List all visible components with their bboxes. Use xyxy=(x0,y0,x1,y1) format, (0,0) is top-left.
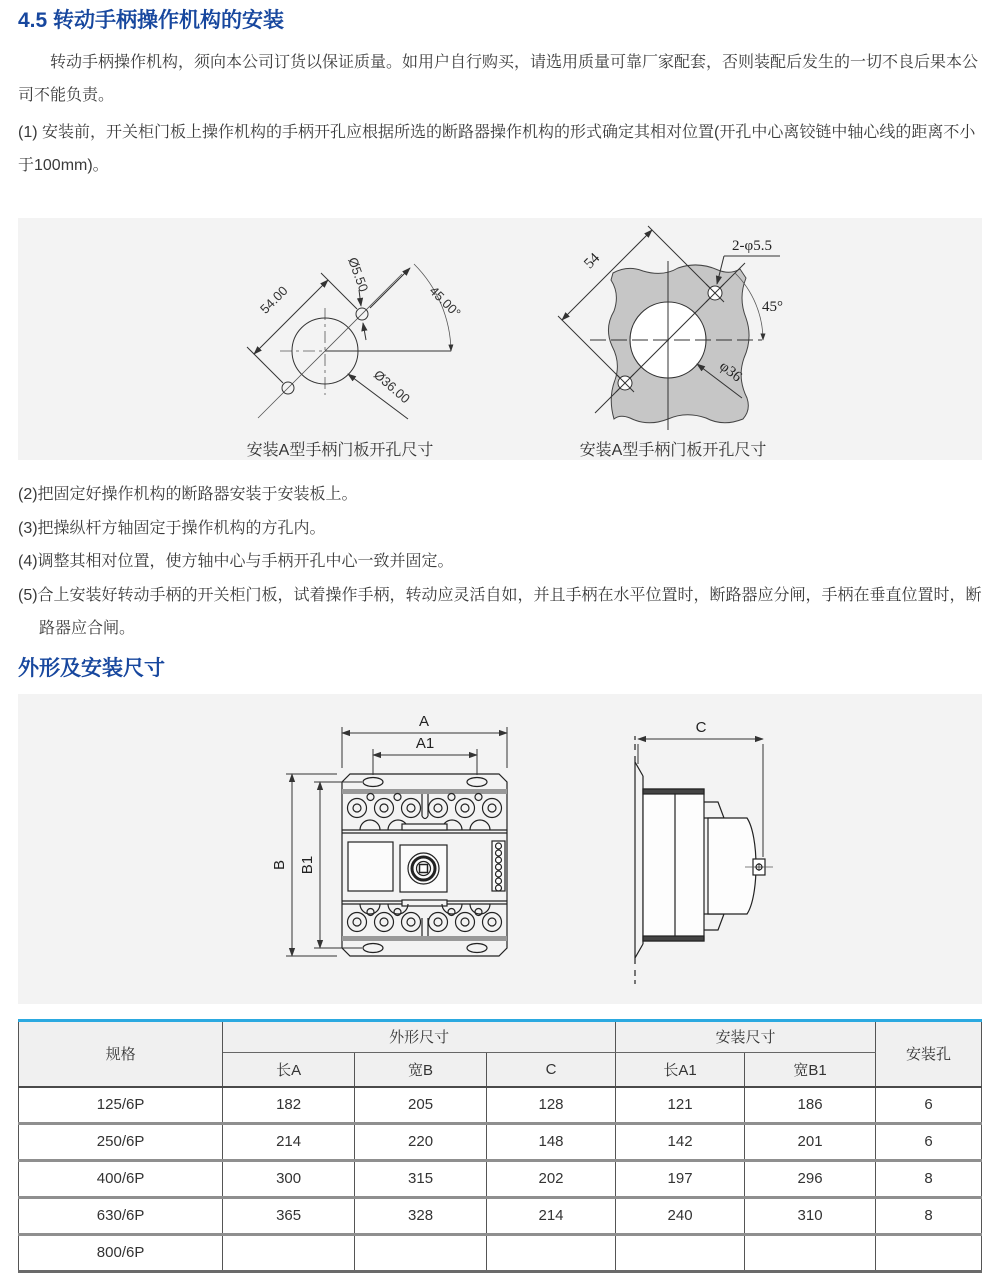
col-header-c: C xyxy=(487,1052,616,1087)
breaker-side xyxy=(704,802,765,930)
cell-spec: 800/6P xyxy=(19,1234,223,1271)
cell-value: 214 xyxy=(223,1123,355,1160)
cell-spec: 250/6P xyxy=(19,1123,223,1160)
intro-paragraph: 转动手柄操作机构，须向本公司订货以保证质量。如用户自行购买，请选用质量可靠厂家配套，否则装配后发生的一切不良后果本公司不能负责。 xyxy=(18,54,979,104)
cell-value: 310 xyxy=(745,1197,876,1234)
cell-value: 214 xyxy=(487,1197,616,1234)
outline-section-title: 外形及安装尺寸 xyxy=(18,656,165,680)
cell-value xyxy=(876,1234,982,1271)
col-header-spec: 规格 xyxy=(19,1020,223,1087)
col-header-mount-hole: 安装孔 xyxy=(876,1020,982,1087)
cell-value: 6 xyxy=(876,1087,982,1124)
cell-value: 142 xyxy=(616,1123,745,1160)
drill-diagrams-figure xyxy=(18,218,982,460)
top-band xyxy=(342,789,507,794)
drill-caption-left: 安装A型手柄门板开孔尺寸 xyxy=(246,442,434,459)
dim-label-B: B xyxy=(271,859,288,870)
install-step-3: (3)把操纵杆方轴固定于操作机构的方孔内。 xyxy=(18,519,326,537)
install-step-4: (4)调整其相对位置，使方轴中心与手柄开孔中心一致并固定。 xyxy=(18,553,454,570)
cell-value xyxy=(745,1234,876,1271)
drill-diagram-panel xyxy=(18,218,982,460)
label-plate xyxy=(348,842,393,891)
front-view-drawing xyxy=(271,713,507,956)
cell-value: 240 xyxy=(616,1197,745,1234)
mount-hole xyxy=(467,777,487,786)
col-header-width-b1: 宽B1 xyxy=(745,1052,876,1087)
square-shaft-hole xyxy=(420,864,428,872)
col-header-width-b: 宽B xyxy=(355,1052,487,1087)
dim-label-A: A xyxy=(418,712,430,730)
table-row xyxy=(19,1160,982,1197)
install-step-1: (1) 安装前，开关柜门板上操作机构的手柄开孔应根据所选的断路器操作机构的形式确定其相对位置(开孔中心离铰链中轴心线的距离不小于100mm)。 xyxy=(18,124,976,174)
drill-drawing-right xyxy=(558,226,783,459)
mount-hole xyxy=(363,777,383,786)
dim-label-spacing: 54 xyxy=(581,250,604,273)
bottom-terminal-row xyxy=(342,900,507,936)
table-row xyxy=(19,1234,982,1271)
dim-label-big-dia: φ36 xyxy=(716,358,745,386)
col-header-length-a: 长A xyxy=(223,1052,355,1087)
dim-label-C: C xyxy=(695,718,707,736)
side-view-drawing xyxy=(635,719,775,984)
cell-spec: 630/6P xyxy=(19,1197,223,1234)
cell-value xyxy=(355,1234,487,1271)
dim-label-angle: 45.00° xyxy=(426,283,464,321)
cell-value: 220 xyxy=(355,1123,487,1160)
dim-label-holes: 2-φ5.5 xyxy=(732,238,772,254)
mechanism-front xyxy=(348,841,505,892)
col-group-mount-size: 安装尺寸 xyxy=(616,1020,876,1052)
dim-label-A1: A1 xyxy=(415,734,435,752)
table-row xyxy=(19,1123,982,1160)
drill-drawing-left xyxy=(247,255,464,459)
dim-label-big-dia: Ø36.00 xyxy=(370,366,413,407)
dimensions-table xyxy=(18,1019,982,1273)
cell-spec: 400/6P xyxy=(19,1160,223,1197)
section-title: 4.5 转动手柄操作机构的安装 xyxy=(18,9,285,32)
mount-hole xyxy=(363,943,383,952)
cell-value: 8 xyxy=(876,1160,982,1197)
install-step-2: (2)把固定好操作机构的断路器安装于安装板上。 xyxy=(18,486,358,503)
drill-caption-right: 安装A型手柄门板开孔尺寸 xyxy=(579,442,767,459)
cell-value xyxy=(487,1234,616,1271)
cell-value: 148 xyxy=(487,1123,616,1160)
cell-spec: 125/6P xyxy=(19,1087,223,1124)
cell-value xyxy=(223,1234,355,1271)
cell-value: 8 xyxy=(876,1197,982,1234)
cell-value: 365 xyxy=(223,1197,355,1234)
col-group-outline-size: 外形尺寸 xyxy=(223,1020,616,1052)
cell-value: 121 xyxy=(616,1087,745,1124)
installation-steps xyxy=(18,478,982,646)
outline-dimensions-figure xyxy=(18,694,982,1004)
cell-value: 315 xyxy=(355,1160,487,1197)
top-terminal-row xyxy=(342,793,507,833)
front-view-dimensions xyxy=(271,713,507,956)
dim-label-hole-dia: Ø5.50 xyxy=(345,255,372,294)
mechanism-side xyxy=(643,789,704,941)
bottom-band xyxy=(342,936,507,941)
table-row xyxy=(19,1197,982,1234)
mounting-plate-side xyxy=(635,736,643,984)
cell-value: 202 xyxy=(487,1160,616,1197)
install-step-5: (5)合上安装好转动手柄的开关柜门板，试着操作手柄，转动应灵活自如，并且手柄在水平位置时，断路器应分闸，手柄在垂直位置时，断路器应合闸。 xyxy=(18,586,982,637)
cell-value: 128 xyxy=(487,1087,616,1124)
cell-value: 328 xyxy=(355,1197,487,1234)
cell-value: 197 xyxy=(616,1160,745,1197)
col-header-length-a1: 长A1 xyxy=(616,1052,745,1087)
cell-value: 186 xyxy=(745,1087,876,1124)
cell-value: 201 xyxy=(745,1123,876,1160)
cell-value xyxy=(616,1234,745,1271)
dim-label-angle: 45° xyxy=(762,299,783,315)
dim-label-B1: B1 xyxy=(299,855,316,874)
mount-hole xyxy=(467,943,487,952)
cell-value: 6 xyxy=(876,1123,982,1160)
cell-value: 205 xyxy=(355,1087,487,1124)
outline-drawing-panel xyxy=(18,694,982,1004)
cell-value: 182 xyxy=(223,1087,355,1124)
table-row xyxy=(19,1087,982,1124)
cell-value: 296 xyxy=(745,1160,876,1197)
dim-label-spacing: 54.00 xyxy=(257,283,291,317)
cell-value: 300 xyxy=(223,1160,355,1197)
